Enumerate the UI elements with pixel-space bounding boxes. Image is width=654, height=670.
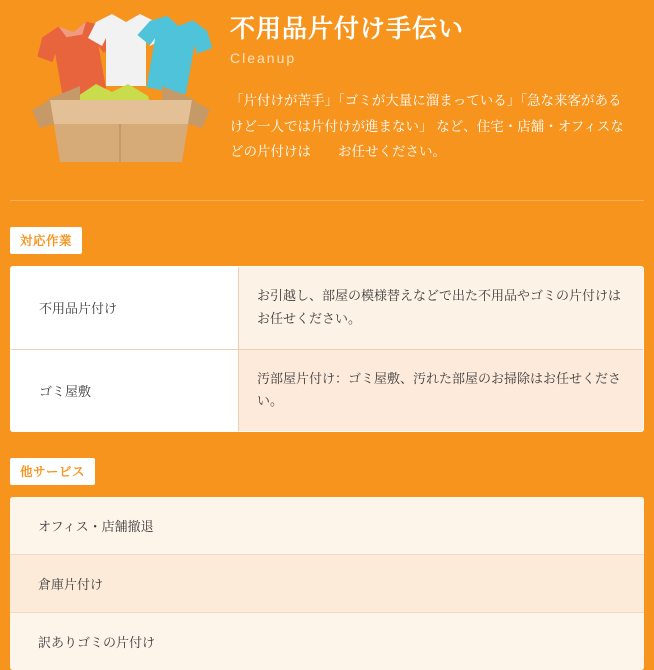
page-header bbox=[0, 0, 654, 178]
header-divider bbox=[10, 200, 644, 201]
page-title: 不用品片付け手伝い bbox=[230, 15, 465, 43]
list-item: 訳ありゴミの片付け bbox=[10, 613, 644, 670]
list-item: 倉庫片付け bbox=[10, 555, 644, 613]
page-subtitle: Cleanup bbox=[230, 50, 297, 66]
table-row bbox=[11, 350, 643, 432]
cardboard-box-with-clothes-illustration bbox=[10, 8, 230, 178]
table-row-head: 不用品片付け bbox=[11, 267, 239, 349]
services-table bbox=[10, 266, 644, 432]
other-services-list bbox=[10, 497, 644, 670]
section-tag-services: 対応作業 bbox=[10, 227, 82, 254]
list-item: オフィス・店舗撤退 bbox=[10, 497, 644, 555]
table-row bbox=[11, 267, 643, 350]
header-text-block bbox=[230, 8, 644, 165]
table-row-body: お引越し、部屋の模様替えなどで出た不用品やゴミの片付けはお任せください。 bbox=[239, 267, 643, 349]
table-row-head: ゴミ屋敷 bbox=[11, 350, 239, 432]
section-tag-other-services: 他サービス bbox=[10, 458, 95, 485]
intro-paragraph: 「片付けが苦手」「ゴミが大量に溜まっている」「急な来客があるけど一人では片付けが進まない」 など、住宅・店舗・オフィスなどの片付けは お任せください。 bbox=[230, 93, 624, 160]
table-row-body: 汚部屋片付け：ゴミ屋敷、汚れた部屋のお掃除はお任せください。 bbox=[239, 350, 643, 432]
